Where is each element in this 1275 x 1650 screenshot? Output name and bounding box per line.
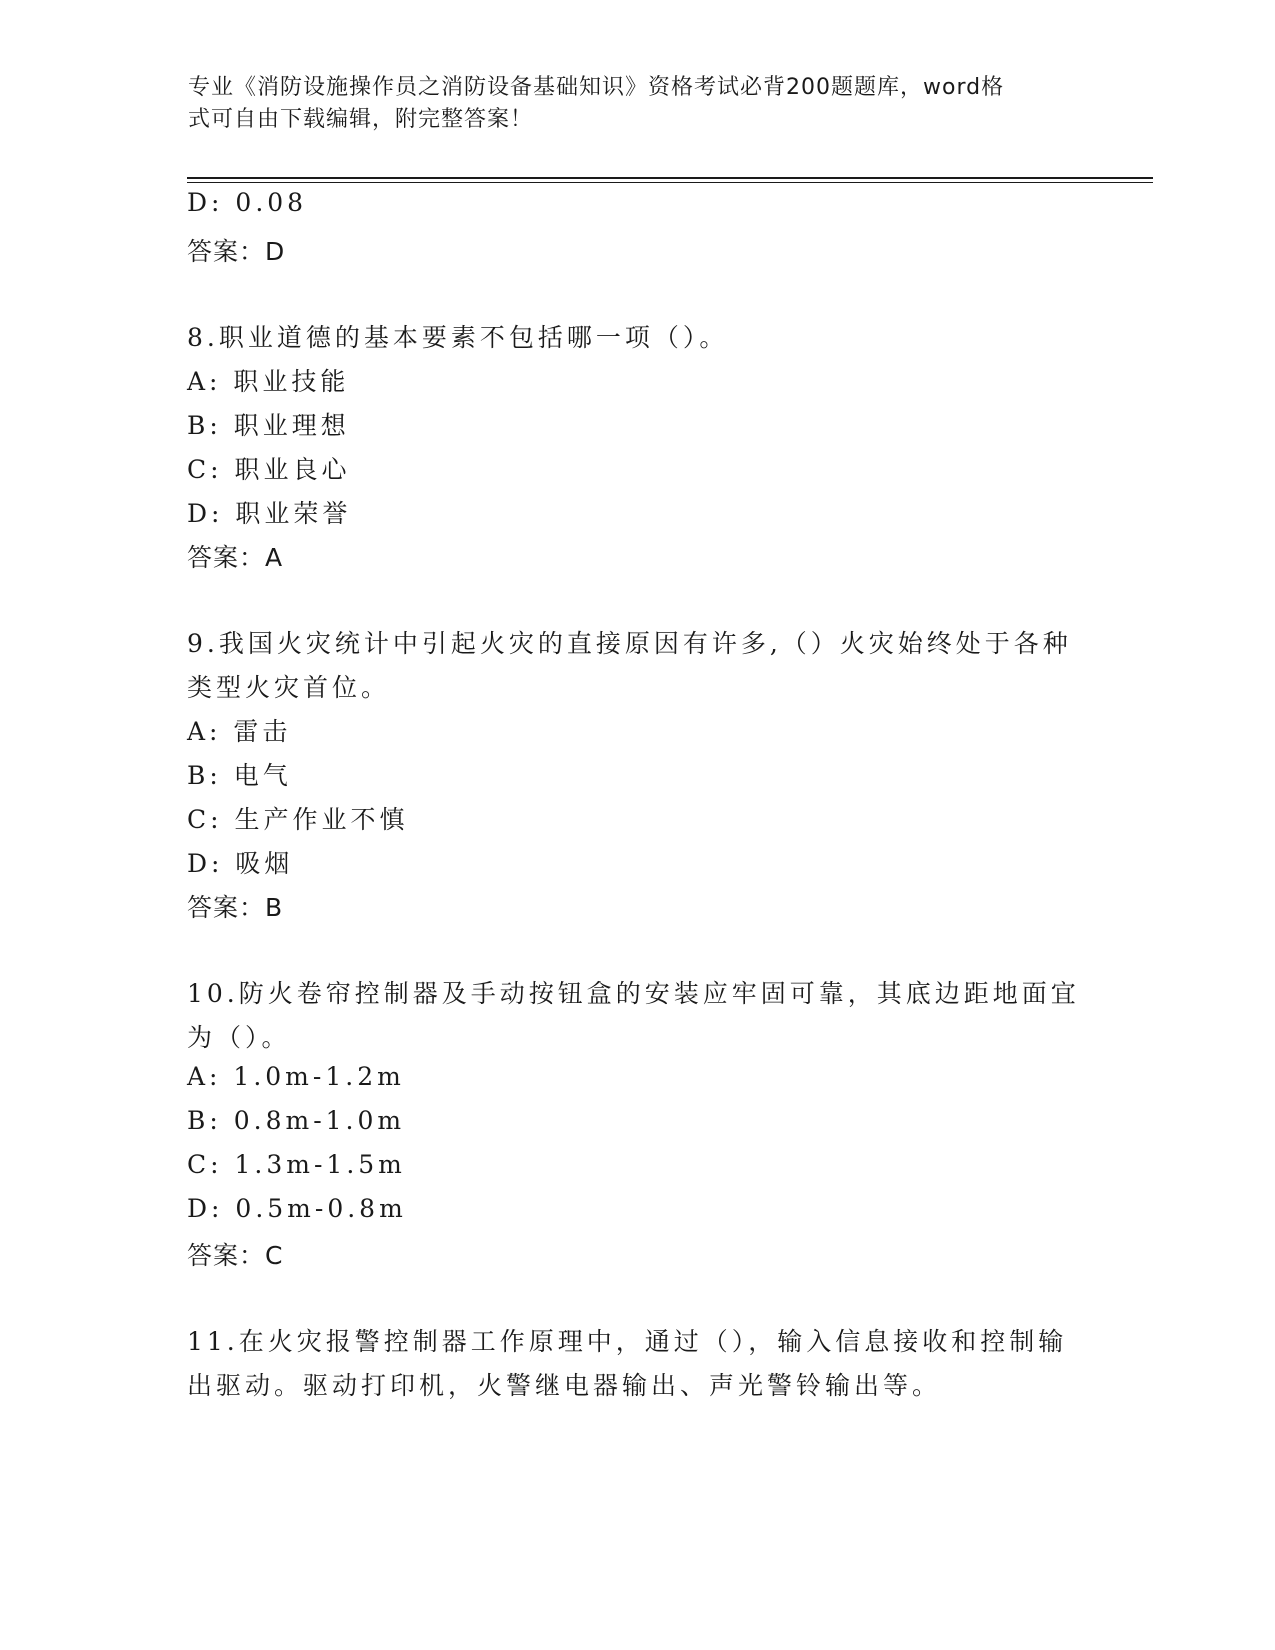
header-line-2: 式可自由下载编辑，附完整答案！ [188,107,534,132]
prev-option-d: D: 0.08 [187,188,308,217]
option-b: B: 职业理想 [187,411,350,440]
option-b: B: 电气 [187,761,292,790]
header-divider-thick [187,177,1153,179]
option-d: D: 0.5m-0.8m [187,1194,407,1223]
answer: 答案：C [187,1241,284,1270]
option-c: C: 1.3m-1.5m [187,1150,406,1179]
option-b: B: 0.8m-1.0m [187,1106,406,1135]
document-header [188,72,1068,136]
question-stem-line-2: 为（）。 [187,1023,291,1052]
question-stem: 8.职业道德的基本要素不包括哪一项（）。 [187,323,729,352]
header-line-1: 专业《消防设施操作员之消防设备基础知识》资格考试必背200题题库，word格 [188,75,1005,100]
question-stem-line-1: 10.防火卷帘控制器及手动按钮盒的安装应牢固可靠，其底边距地面宜 [187,979,1080,1008]
question-stem-line-1: 9.我国火灾统计中引起火灾的直接原因有许多,（）火灾始终处于各种 [187,629,1072,658]
question-stem-line-2: 出驱动。驱动打印机，火警继电器输出、声光警铃输出等。 [187,1371,942,1400]
header-divider-thin [187,182,1153,183]
question-stem-line-2: 类型火灾首位。 [187,673,391,702]
option-d: D: 职业荣誉 [187,499,352,528]
option-d: D: 吸烟 [187,849,294,878]
prev-answer: 答案：D [187,237,286,266]
option-c: C: 职业良心 [187,455,351,484]
option-a: A: 1.0m-1.2m [187,1062,405,1091]
question-stem-line-1: 11.在火灾报警控制器工作原理中，通过（），输入信息接收和控制输 [187,1327,1068,1356]
answer: 答案：A [187,543,284,572]
option-a: A: 职业技能 [187,367,350,396]
option-c: C: 生产作业不慎 [187,805,409,834]
answer: 答案：B [187,893,284,922]
option-a: A: 雷击 [187,717,292,746]
